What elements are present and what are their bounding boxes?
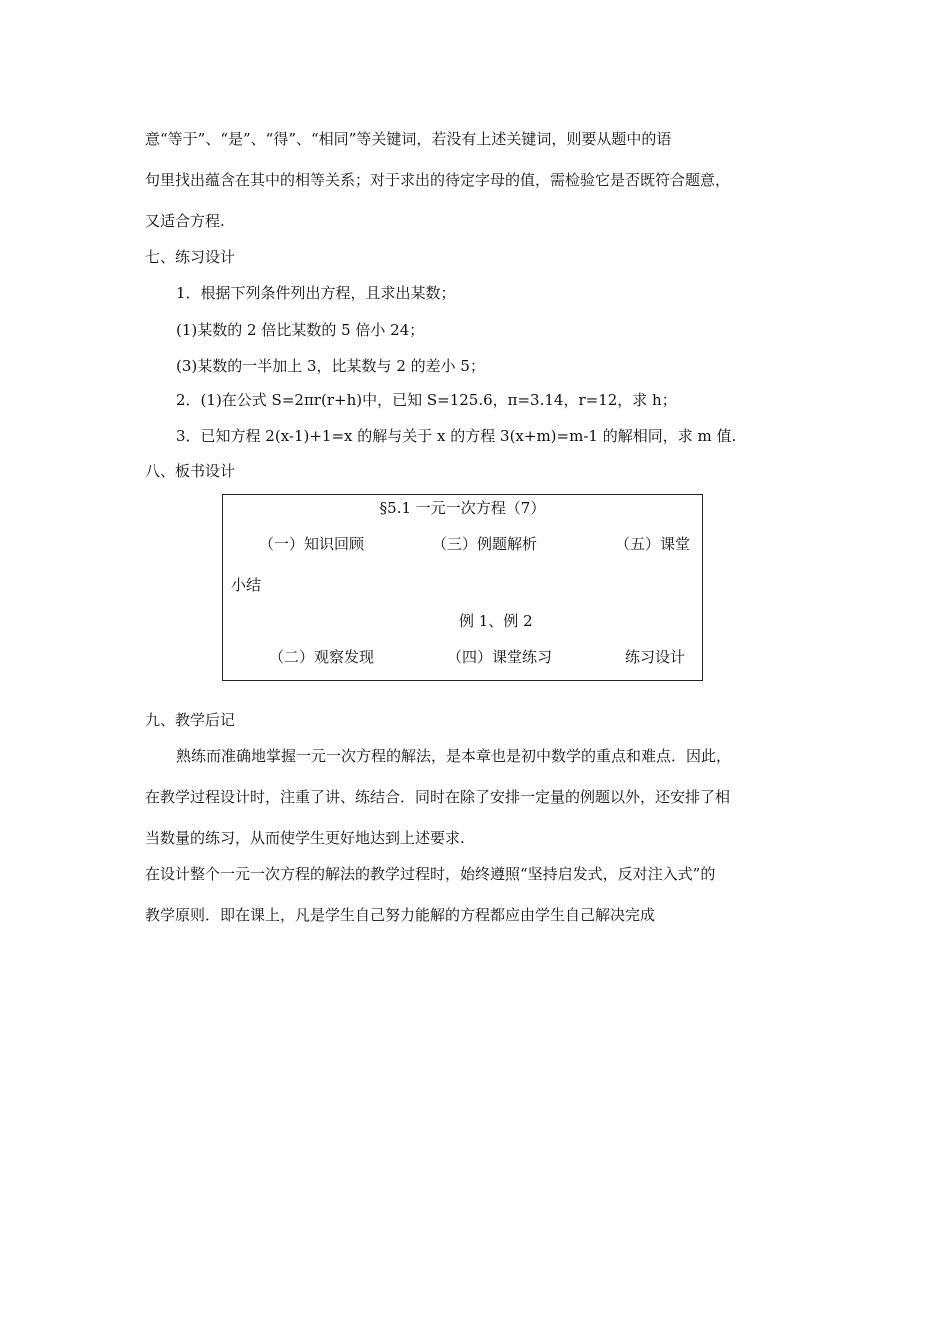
board-item: （四）课堂练习 — [447, 648, 553, 666]
exercise-item: 1．根据下列条件列出方程，且求出某数； — [176, 284, 456, 302]
paragraph-line: 句里找出蕴含在其中的相等关系；对于求出的待定字母的值，需检验它是否既符合题意， — [145, 171, 731, 189]
board-item: （一）知识回顾 — [259, 535, 365, 553]
paragraph-line: 意“等于”、“是”、“得”、“相同”等关键词，若没有上述关键词，则要从题中的语 — [145, 130, 672, 148]
board-item: （二）观察发现 — [269, 648, 375, 666]
paragraph-line: 当数量的练习，从而使学生更好地达到上述要求. — [145, 829, 465, 847]
paragraph-line: 教学原则．即在课上，凡是学生自己努力能解的方程都应由学生自己解决完成 — [145, 906, 656, 924]
board-item: 小结 — [231, 576, 262, 594]
section-heading-board-design: 八、板书设计 — [145, 462, 236, 480]
exercise-subitem: (3)某数的一半加上 3，比某数与 2 的差小 5； — [176, 357, 485, 375]
board-title: §5.1 一元一次方程（7） — [379, 499, 546, 517]
paragraph-line: 在设计整个一元一次方程的解法的教学过程时，始终遵照“坚持启发式，反对注入式”的 — [145, 865, 716, 883]
paragraph-line: 又适合方程. — [145, 212, 225, 230]
exercise-item: 3．已知方程 2(x-1)+1=x 的解与关于 x 的方程 3(x+m)=m-1 的解相同，求 m 值. — [176, 427, 737, 445]
section-heading-teaching-notes: 九、教学后记 — [145, 711, 236, 729]
board-item: （五）课堂 — [615, 535, 691, 553]
exercise-item: 2．(1)在公式 S=2πr(r+h)中，已知 S=125.6，π=3.14，r=12，求 h； — [176, 391, 677, 409]
board-item: （三）例题解析 — [432, 535, 538, 553]
paragraph-line: 在教学过程设计时，注重了讲、练结合．同时在除了安排一定量的例题以外，还安排了相 — [145, 788, 731, 806]
blackboard-design-box — [222, 494, 703, 681]
section-heading-exercise-design: 七、练习设计 — [145, 248, 236, 266]
board-item: 例 1、例 2 — [459, 612, 533, 630]
paragraph-line: 熟练而准确地掌握一元一次方程的解法，是本章也是初中数学的重点和难点．因此， — [176, 747, 732, 765]
exercise-subitem: (1)某数的 2 倍比某数的 5 倍小 24； — [176, 321, 425, 339]
board-item: 练习设计 — [625, 648, 686, 666]
